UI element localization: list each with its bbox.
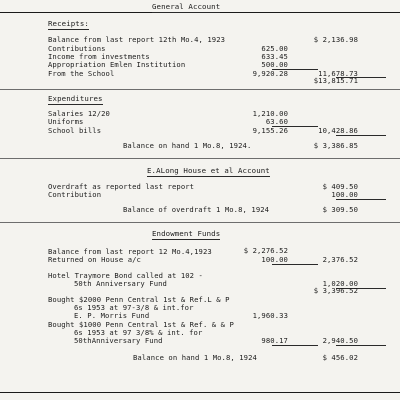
expenditures-balance-value: $ 3,386.85 [313, 141, 358, 150]
endowment-rule [272, 264, 318, 265]
endowment-bond-line2: 50th Anniversary Fund [74, 279, 167, 288]
long-house-heading: E.ALong House et al Account [147, 166, 270, 175]
expenditures-balance-label: Balance on hand 1 Mo.8, 1924. [123, 141, 252, 150]
endowment-bought2-line1: Bought $1000 Penn Central 1st & Ref. & & P [48, 320, 234, 329]
endowment-final-value: $ 456.02 [322, 353, 358, 362]
long-house-contribution-label: Contribution [48, 190, 102, 199]
section-divider [0, 158, 400, 159]
endowment-final-label: Balance on hand 1 Mo.8, 1924 [133, 353, 257, 362]
receipts-heading: Receipts: [48, 19, 89, 28]
receipts-item-value: 633.45 [261, 52, 288, 61]
receipts-balance-label: Balance from last report 12th Mo.4, 1923 [48, 35, 226, 44]
long-house-balance-label: Balance of overdraft 1 Mo.8, 1924 [123, 205, 270, 214]
receipts-item-value: 625.00 [261, 44, 288, 53]
page-title: General Account [152, 2, 221, 11]
endowment-bought-total: 2,940.50 [322, 336, 358, 345]
expenditures-item-label: Uniforms [48, 117, 84, 126]
endowment-bought-rule [272, 345, 318, 346]
expenditures-item-value: 1,210.00 [252, 109, 288, 118]
endowment-returned-label: Returned on House a/c [48, 255, 141, 264]
receipts-item-label: Contributions [48, 44, 106, 53]
endowment-returned-value: 100.00 [261, 255, 288, 264]
receipts-item-label: Income from investments [48, 52, 150, 61]
bottom-rule [0, 392, 400, 393]
endowment-balance-total: 2,376.52 [322, 255, 358, 264]
long-house-contribution-value: 100.00 [331, 190, 358, 199]
receipts-subtotal: 11,678.73 [318, 69, 358, 78]
receipts-item-label: From the School [48, 69, 115, 78]
endowment-bought-total-rule [336, 345, 386, 346]
endowment-bond-value: 1,020.00 [322, 279, 358, 288]
expenditures-heading: Expenditures [48, 94, 103, 103]
receipts-item-value: 9,920.28 [252, 69, 288, 78]
endowment-bought1-line3: E. P. Morris Fund [74, 311, 150, 320]
expenditures-item-label: School bills [48, 126, 102, 135]
endowment-bond-total: $ 3,396.52 [313, 286, 358, 295]
expenditures-item-value: 63.60 [265, 117, 288, 126]
endowment-balance-value: $ 2,276.52 [243, 246, 288, 255]
endowment-bought1-value: 1,960.33 [252, 311, 288, 320]
section-divider [0, 89, 400, 90]
endowment-bought2-line3: 50thAnniversary Fund [74, 336, 163, 345]
receipts-total: $13,815.71 [313, 76, 358, 85]
long-house-overdraft-value: $ 409.50 [322, 182, 358, 191]
endowment-bought1-line2: 6s 1953 at 97-3/8 & int.for [74, 303, 194, 312]
section-divider [0, 222, 400, 223]
endowment-bought2-value: 980.17 [261, 336, 288, 345]
receipts-item-value: 500.00 [261, 60, 288, 69]
long-house-rule [336, 199, 386, 200]
endowment-balance-label: Balance from last report 12 Mo.4,1923 [48, 247, 212, 256]
expenditures-total-rule [336, 135, 386, 136]
endowment-heading: Endowment Funds [152, 229, 221, 238]
expenditures-item-label: Salaries 12/20 [48, 109, 110, 118]
long-house-overdraft-label: Overdraft as reported last report [48, 182, 195, 191]
endowment-bond-line1: Hotel Traymore Bond called at 102 - [48, 271, 203, 280]
endowment-bought2-line2: 6s 1953 at 97 3/8% & int. for [74, 328, 203, 337]
receipts-balance-value: $ 2,136.98 [313, 35, 358, 44]
long-house-balance-value: $ 309.50 [322, 205, 358, 214]
receipts-item-label: Appropriation Emlen Institution [48, 60, 186, 69]
expenditures-total: 10,428.86 [318, 126, 358, 135]
expenditures-item-value: 9,155.26 [252, 126, 288, 135]
endowment-bought1-line1: Bought $2000 Penn Central 1st & Ref.L & P [48, 295, 230, 304]
